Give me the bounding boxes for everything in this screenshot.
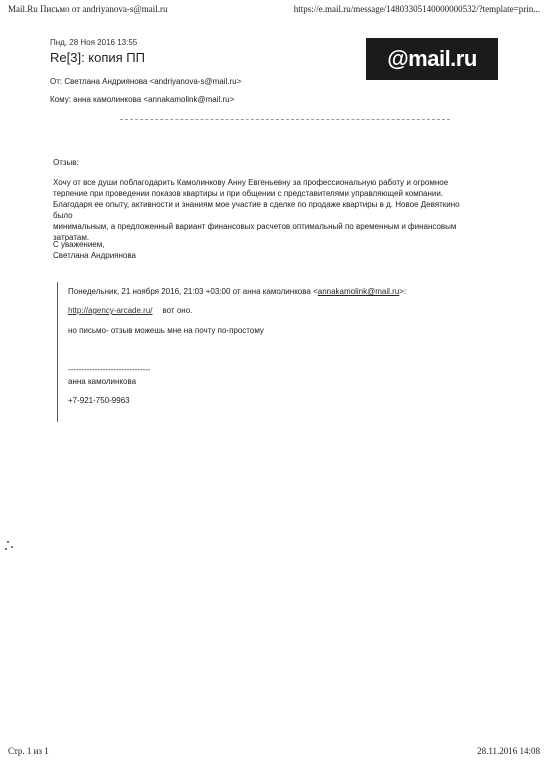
signer-name: Светлана Андриянова [53, 251, 136, 260]
scan-speck [11, 546, 13, 548]
scan-speck [7, 541, 9, 543]
quote-line: но письмо- отзыв можешь мне на почту по-простому [68, 326, 264, 335]
mailru-logo: @mail.ru [366, 38, 498, 80]
message-date: Пнд, 28 Ноя 2016 13:55 [50, 38, 138, 47]
quote-separator: ------------------------------- [68, 365, 151, 374]
quote-link-after: вот оно. [162, 306, 193, 315]
quote-signature-name: анна камолинкова [68, 377, 137, 386]
paragraph-line: минимальным, а предложенный вариант финансовых расчетов оптимальный по временным и финансовым [53, 222, 457, 231]
paragraph-line: Хочу от все души поблагодарить Камолинкову Анну Евгеньевну за профессиональную работу и огромное [53, 178, 449, 187]
paragraph-line: Благодаря ее опыту, активности и знаниям мое участие в сделке по продаже квартиры в д. Новое Девяткино было [53, 200, 460, 220]
review-paragraph [53, 177, 463, 243]
quote-header-prefix: Понедельник, 21 ноября 2016, 21:03 +03:00 от анна камолинкова < [68, 287, 318, 296]
agency-link[interactable]: http://agency-arcade.ru/ [68, 306, 153, 315]
footer-page-count: Стр. 1 из 1 [8, 746, 49, 756]
scan-speck [5, 548, 7, 550]
message-to: Кому: анна камолинкова <annakamolink@mail.ru> [50, 95, 235, 104]
print-header [8, 4, 540, 18]
closing-line: С уважением, [53, 240, 105, 249]
paragraph-line: терпение при проведении показов квартиры и при общении с представителями управляющей компании. [53, 189, 444, 198]
quoted-message [57, 282, 478, 422]
footer-datetime: 28.11.2016 14:08 [477, 746, 540, 756]
message-subject: Re[3]: копия ПП [50, 50, 145, 65]
quote-signature-phone: +7-921-750-9963 [68, 396, 130, 405]
quote-header [68, 287, 406, 296]
quote-header-suffix: >: [399, 287, 407, 296]
quote-link-row [68, 306, 192, 315]
quote-header-email[interactable]: annakamolink@mail.ru [317, 287, 400, 296]
review-label: Отзыв: [53, 158, 79, 167]
print-header-url: https://e.mail.ru/message/14803305140000000532/?template=prin... [293, 4, 540, 14]
paragraph-line: затратам. [53, 233, 90, 242]
print-header-title: Mail.Ru Письмо от andriyanova-s@mail.ru [8, 4, 168, 14]
header-divider [120, 119, 450, 120]
message-from: От: Светлана Андриянова <andriyanova-s@mail.ru> [50, 77, 242, 86]
